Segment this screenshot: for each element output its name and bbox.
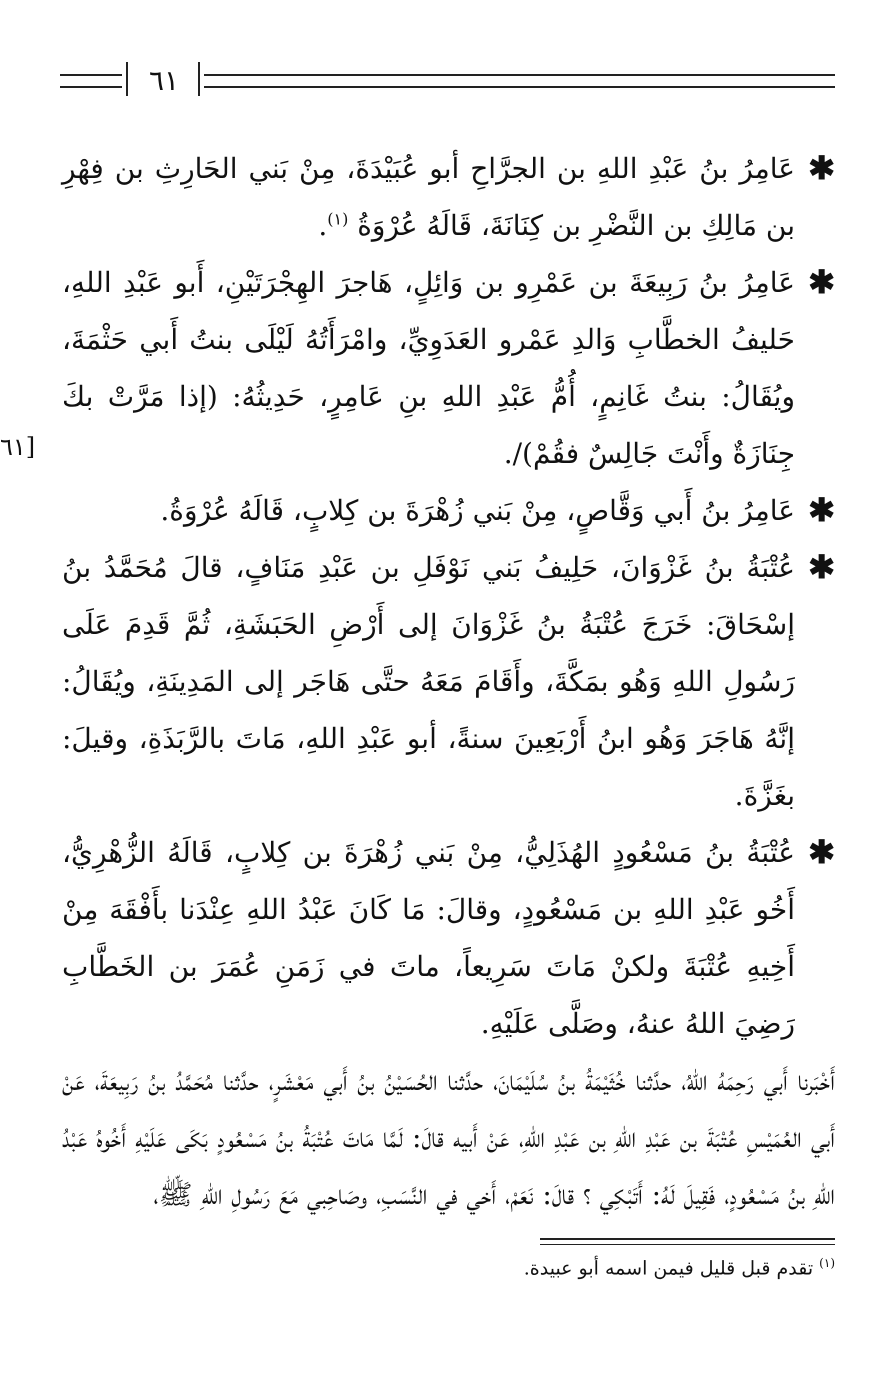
header-rule-right <box>204 74 835 88</box>
narration-paragraph: أَخْبَرنا أَبي رَحِمَهُ اللهُ، حدَّثنا خُثَيْمَةُ بنُ سُلَيْمَانَ، حدَّثنا الحُسَيْنُ بنُ أَبي مَعْشَرٍ، حدَّثنا مُحَمَّدُ بنُ رَبِيعَةَ، عَنْ أَبي العُمَيْسِ عُتْبَةَ بن عَبْدِ اللهِ بن عَبْدِ اللهِ، عَنْ أَبيه قالَ: لَمَّا مَاتَ عُتْبَةُ بنُ مَسْعُودٍ بَكَى عَلَيْهِ أَخُوهُ عَبْدُ اللهِ بنُ مَسْعُودٍ، فَقِيلَ لَهُ: أَتَبْكِي ؟ قالَ: نَعَمْ، أَخي في النَّسَبِ، وصَاحِبي مَعَ رَسُولِ اللهِ ﷺ، <box>62 1064 835 1211</box>
header-rule-left <box>60 74 122 88</box>
entry-utba-ibn-ghazwan <box>62 539 835 824</box>
entry-amir-ibn-rabia <box>62 254 835 482</box>
entry-amir-ibn-abdullah <box>62 140 835 254</box>
footnote-marker: (١) <box>819 1256 835 1270</box>
asterisk-icon: ✱ <box>808 833 835 871</box>
page-body <box>62 140 835 1223</box>
entry-text: عَامِرُ بنُ عَبْدِ اللهِ بن الجرَّاحِ أبو عُبَيْدَةَ، مِنْ بَني الحَارِثِ بن فِهْرِ بن مَالِكِ بن النَّضْرِ بن كِنَانَةَ، قَالَهُ عُرْوَةُ <box>62 152 795 242</box>
asterisk-icon: ✱ <box>808 149 835 187</box>
header-separator <box>126 62 128 96</box>
entry-text-end: . <box>318 209 328 242</box>
header-separator <box>198 62 200 96</box>
footnote-separator <box>540 1238 835 1245</box>
entry-amir-ibn-abi-waqqas <box>62 482 835 539</box>
entry-text: عَامِرُ بنُ رَبِيعَةَ بن عَمْرِو بن وَائِلٍ، هَاجرَ الهِجْرَتَيْنِ، أَبو عَبْدِ اللهِ، حَليفُ الخطَّابِ وَالدِ عَمْرو العَدَوِيِّ، وامْرَأَتُهُ لَيْلَى بنتُ أَبي حَثْمَةَ، ويُقَالُ: بنتُ غَانِمٍ، أُمُّ عَبْدِ اللهِ بنِ عَامِرٍ، حَدِيثُهُ: (إذا مَرَّتْ بكَ جِنَازَةٌ وأَنْتَ جَالِسٌ فقُمْ)/. <box>62 266 795 470</box>
asterisk-icon: ✱ <box>808 263 835 301</box>
footnote-text: تقدم قبل قليل فيمن اسمه أبو عبيدة. <box>523 1257 814 1280</box>
entry-text: عُتْبَةُ بنُ مَسْعُودٍ الهُذَلِيُّ، مِنْ بَني زُهْرَةَ بن كِلابٍ، قَالَهُ الزُّهْرِيُّ، أَخُو عَبْدِ اللهِ بن مَسْعُودٍ، وقالَ: مَا كَانَ عَبْدُ اللهِ عِنْدَنا بأَفْقَهَ مِنْ أَخِيهِ عُتْبَةَ ولكنْ مَاتَ سَرِيعاً، ماتَ في زَمَنِ عُمَرَ بن الخَطَّابِ رَضِيَ اللهُ عنهُ، وصَلَّى عَلَيْهِ. <box>62 836 795 1040</box>
margin-folio-marker: [٦١ <box>0 433 36 461</box>
footnote-reference: (١) <box>327 209 349 229</box>
asterisk-icon: ✱ <box>808 548 835 586</box>
page-number: ٦١ <box>148 64 180 97</box>
entry-text: عُتْبَةُ بنُ غَزْوَانَ، حَلِيفُ بَني نَوْفَلِ بن عَبْدِ مَنَافٍ، قالَ مُحَمَّدُ بنُ إسْحَاقَ: خَرَجَ عُتْبَةُ بنُ غَزْوَانَ إلى أَرْضِ الحَبَشَةِ، ثُمَّ قَدِمَ عَلَى رَسُولِ اللهِ وَهُو بمَكَّةَ، وأَقَامَ مَعَهُ حتَّى هَاجَر إلى المَدِينَةِ، ويُقَالُ: إنَّهُ هَاجَرَ وَهُو ابنُ أَرْبَعِينَ سنةً، أبو عَبْدِ اللهِ، مَاتَ بالرَّبَذَةِ، وقيلَ: بغَزَّةَ. <box>62 551 795 812</box>
entry-utba-ibn-masud <box>62 824 835 1052</box>
entry-text: عَامِرُ بنُ أَبي وَقَّاصٍ، مِنْ بَني زُهْرَةَ بن كِلابٍ، قَالَهُ عُرْوَةُ. <box>160 494 795 527</box>
page-header <box>60 62 835 102</box>
asterisk-icon: ✱ <box>808 491 835 529</box>
footnote <box>200 1256 835 1279</box>
